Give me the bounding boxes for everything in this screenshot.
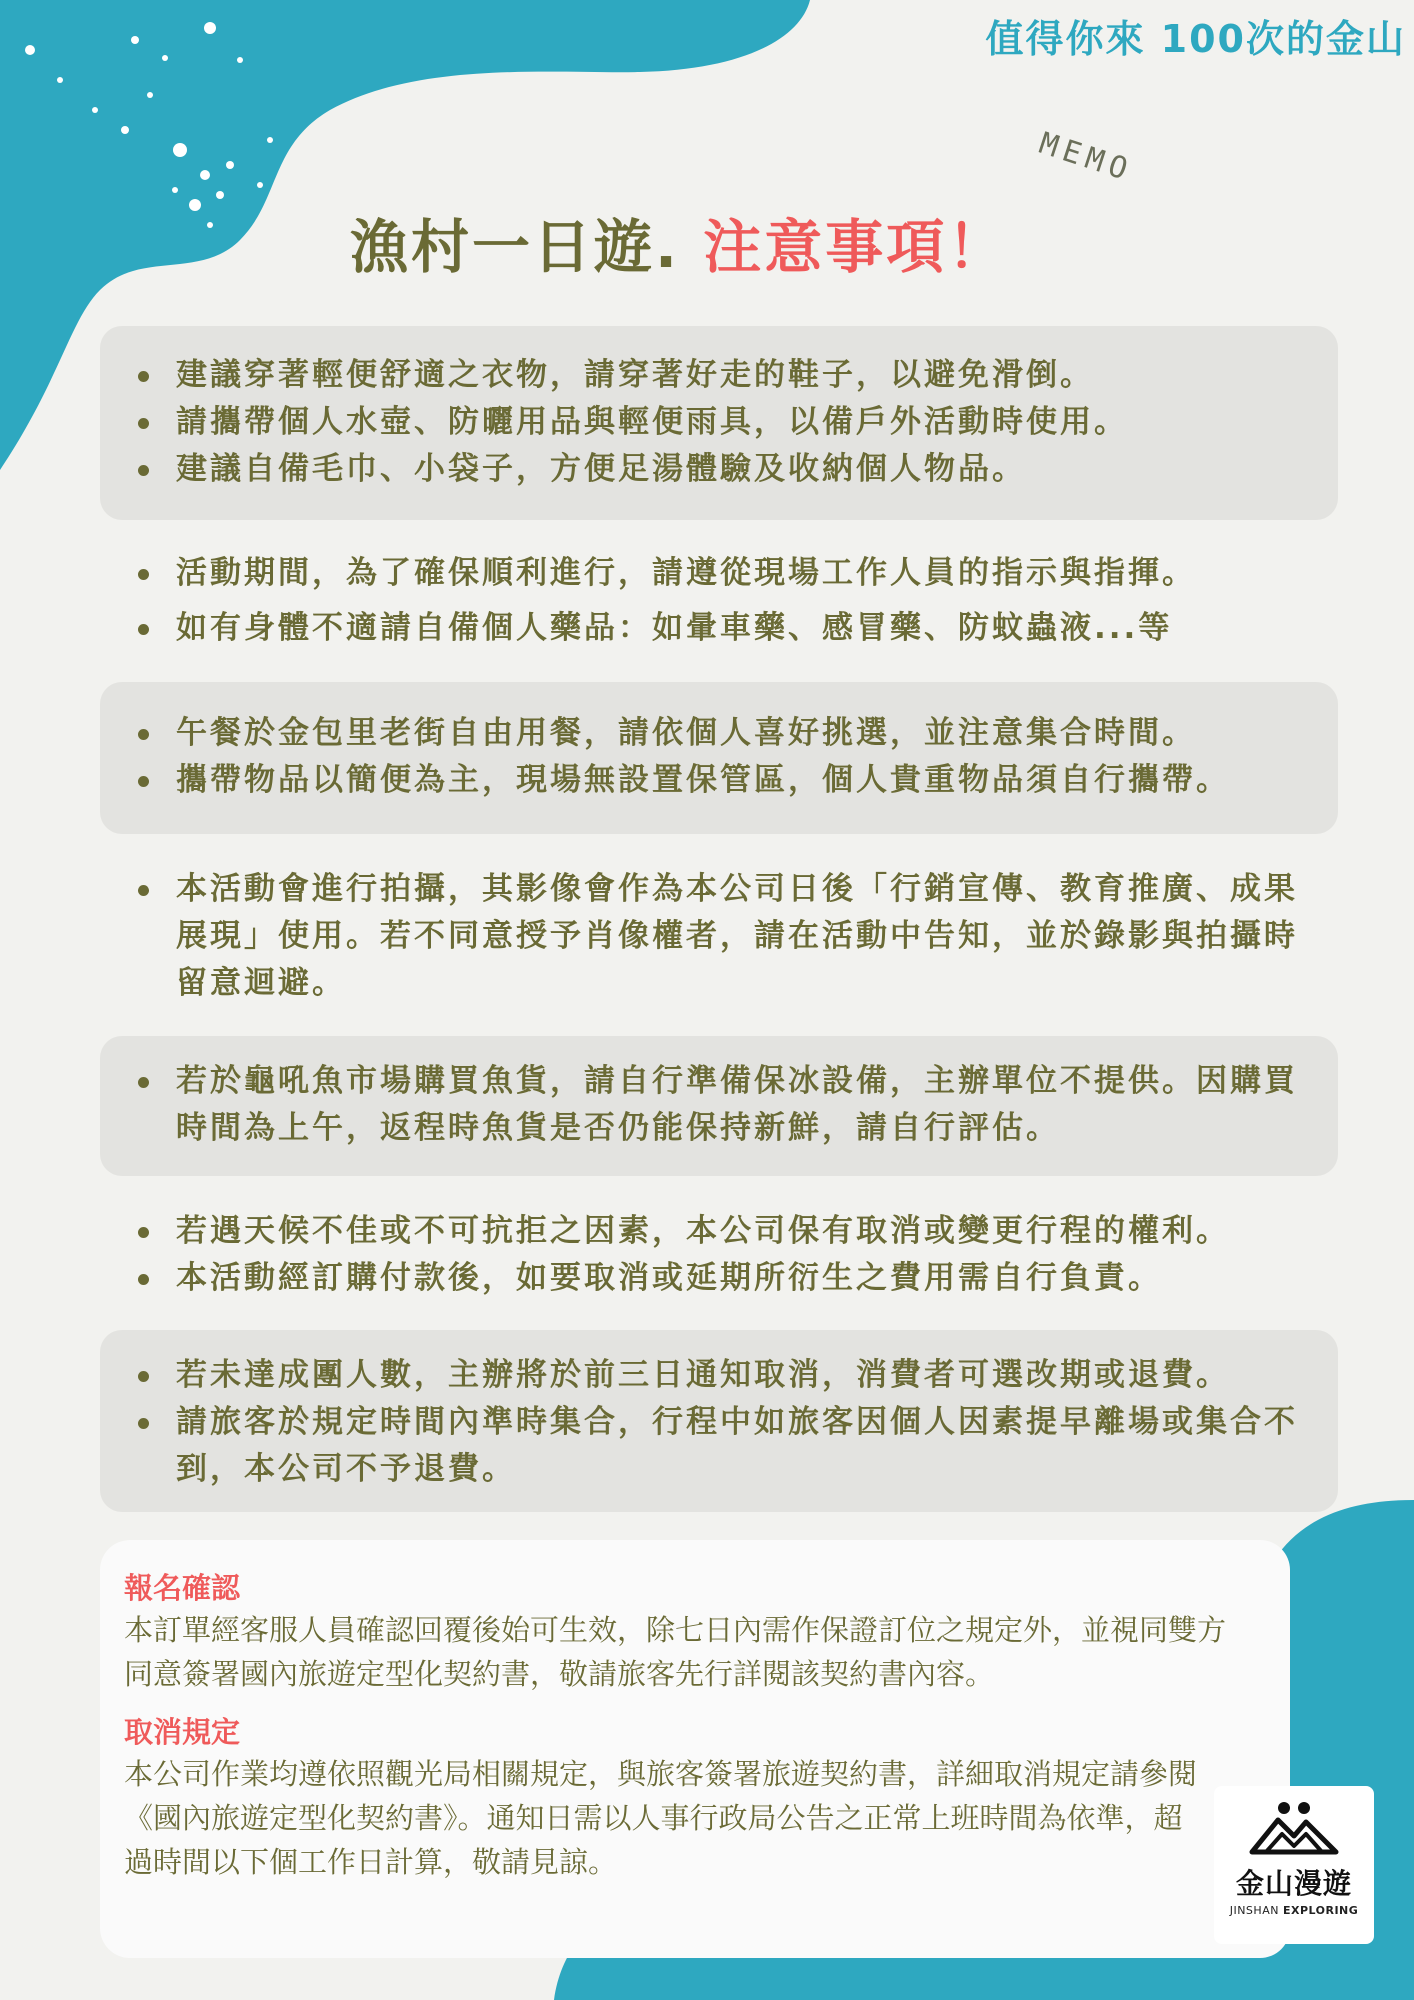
notice-item: 活動期間，為了確保順利進行，請遵從現場工作人員的指示與指揮。 [100,550,1338,597]
cancel-text: 本公司作業均遵依照觀光局相關規定，與旅客簽署旅遊契約書，詳細取消規定請參閱《國內旅遊定型化契約書》。通知日需以人事行政局公告之正常上班時間為依準，超過時間以下個工作日計算，敬請見諒。 [124,1757,1198,1879]
logo-en-prefix: JINSHAN [1229,1904,1279,1917]
policy-card [100,1540,1290,1958]
mountain-people-icon [1248,1800,1340,1856]
notice-item: 建議自備毛巾、小袋子，方便足湯體驗及收納個人物品。 [100,446,1338,493]
memo-label: MEMO [1034,125,1138,190]
notice-section-3 [100,682,1338,834]
notice-item: 建議穿著輕便舒適之衣物，請穿著好走的鞋子，以避免滑倒。 [100,352,1338,399]
page-title-main: 漁村一日遊. [350,213,681,281]
brand-logo [1214,1786,1374,1944]
notice-item: 午餐於金包里老街自由用餐，請依個人喜好挑選，並注意集合時間。 [100,710,1338,757]
notice-section-1 [100,326,1338,520]
cancel-heading: 取消規定 [124,1715,241,1749]
tagline: 值得你來 100次的金山 [985,17,1406,61]
registration-heading: 報名確認 [124,1571,241,1605]
notice-item: 本活動經訂購付款後，如要取消或延期所衍生之費用需自行負責。 [100,1255,1338,1302]
logo-name: 金山漫遊 [1235,1867,1352,1900]
notice-section-5 [100,1036,1338,1176]
notice-item: 如有身體不適請自備個人藥品：如暈車藥、感冒藥、防蚊蟲液...等 [100,605,1338,652]
notice-section-6 [100,1208,1338,1318]
notice-item: 若於龜吼魚市場購買魚貨，請自行準備保冰設備，主辦單位不提供。因購買時間為上午，返程時魚貨是否仍能保持新鮮，請自行評估。 [100,1058,1338,1152]
logo-en-suffix: EXPLORING [1282,1904,1359,1917]
registration-text: 本訂單經客服人員確認回覆後始可生效，除七日內需作保證訂位之規定外，並視同雙方同意簽署國內旅遊定型化契約書，敬請旅客先行詳閱該契約書內容。 [124,1613,1227,1691]
notice-item: 攜帶物品以簡便為主，現場無設置保管區，個人貴重物品須自行攜帶。 [100,757,1338,804]
notice-section-7 [100,1330,1338,1512]
notice-item: 請攜帶個人水壺、防曬用品與輕便雨具，以備戶外活動時使用。 [100,399,1338,446]
notice-item: 若遇天候不佳或不可抗拒之因素，本公司保有取消或變更行程的權利。 [100,1208,1338,1255]
notice-item: 請旅客於規定時間內準時集合，行程中如旅客因個人因素提早離場或集合不到，本公司不予退費。 [100,1399,1338,1493]
notice-item: 本活動會進行拍攝，其影像會作為本公司日後「行銷宣傳、教育推廣、成果展現」使用。若不同意授予肖像權者，請在活動中告知，並於錄影與拍攝時留意迴避。 [100,866,1338,1007]
page-title-accent: 注意事項！ [703,213,1009,281]
notice-item: 若未達成團人數，主辦將於前三日通知取消，消費者可選改期或退費。 [100,1352,1338,1399]
logo-english [1214,1904,1374,1917]
notice-section-2 [100,550,1338,660]
notice-section-4 [100,866,1338,1006]
page-title [350,200,1008,284]
